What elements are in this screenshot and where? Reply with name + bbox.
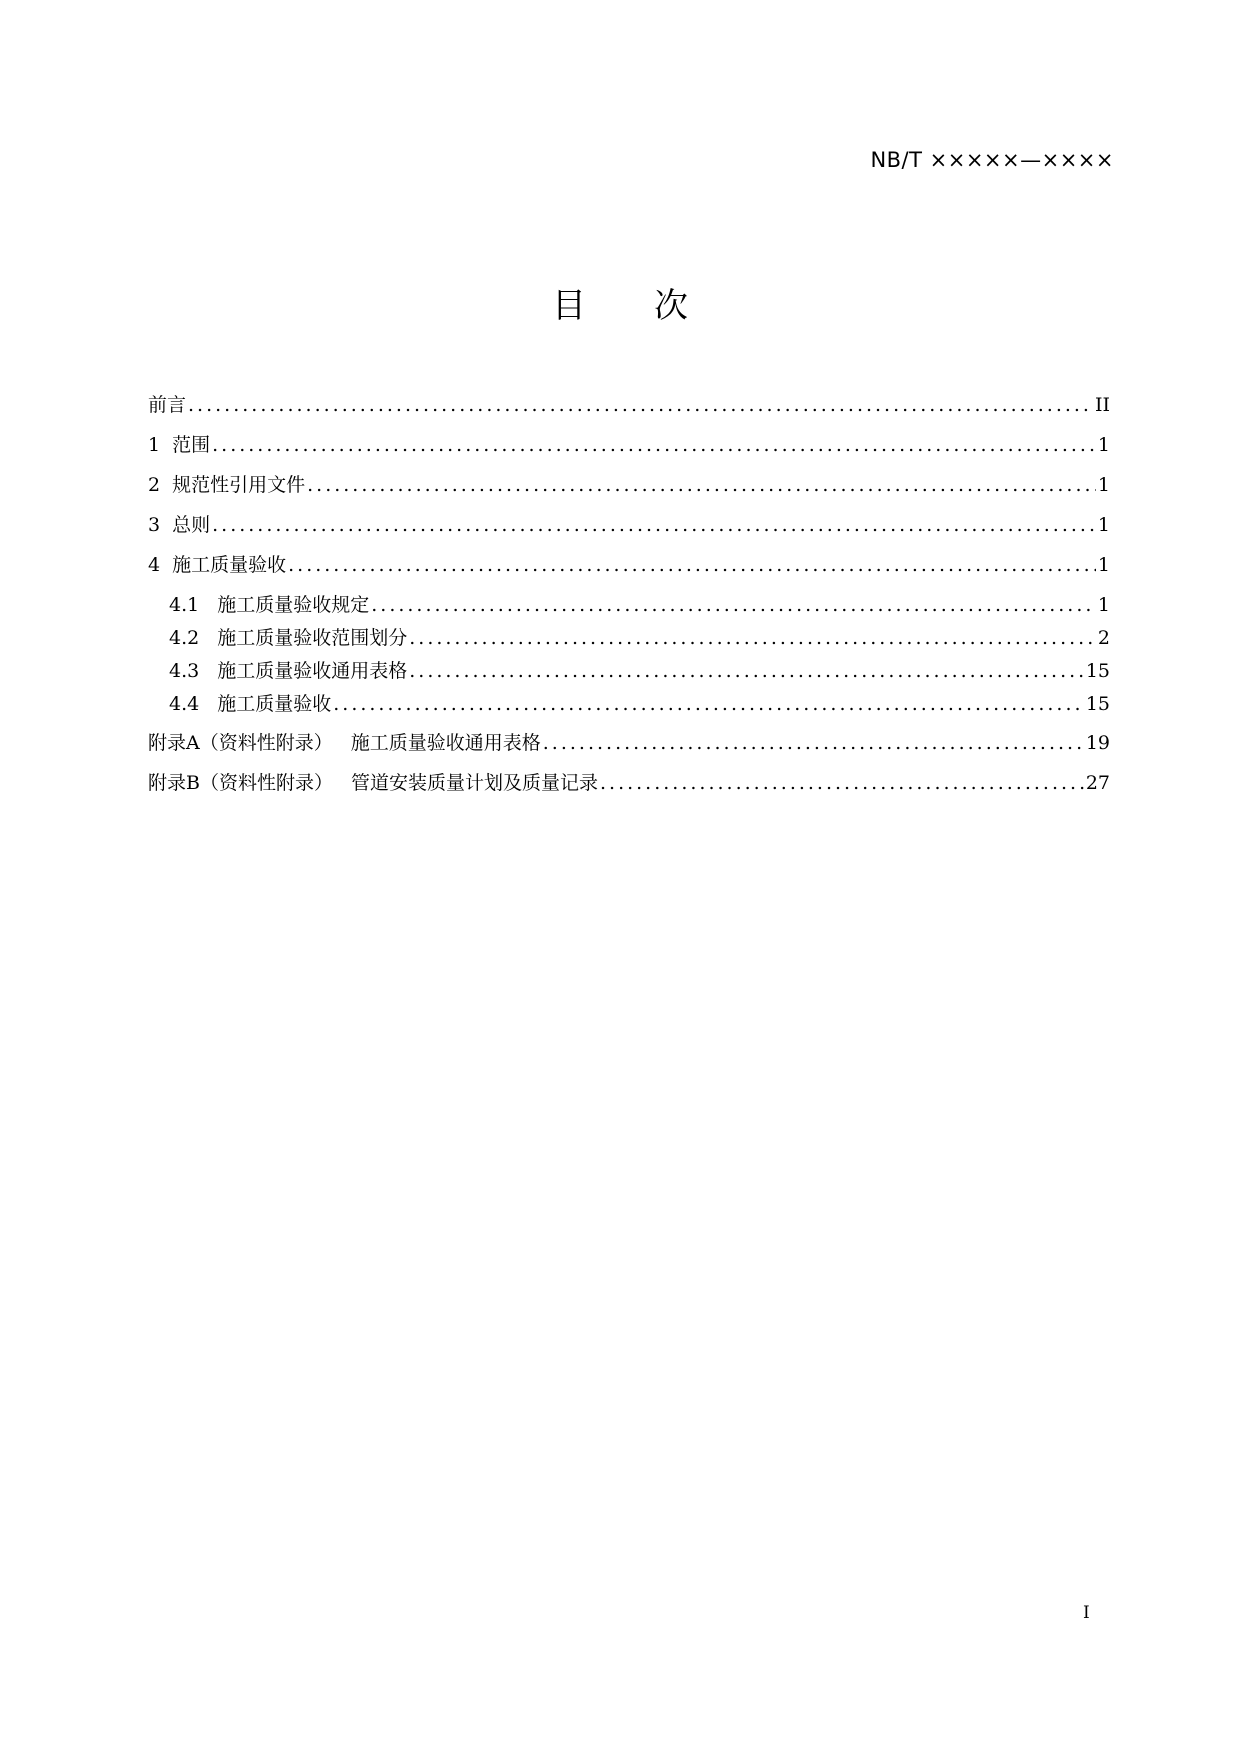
toc-entry-number: 附录A（资料性附录） <box>148 732 333 754</box>
toc-entry-appendix-b[interactable] <box>148 768 1110 808</box>
toc-entry-page: 15 <box>1085 660 1110 682</box>
toc-entry-number: 4 <box>148 554 161 576</box>
toc-entry-page: II <box>1094 394 1110 416</box>
toc-entry-title: 规范性引用文件 <box>172 474 306 496</box>
toc-entry-appendix-a[interactable] <box>148 728 1110 768</box>
toc-entry-4-1[interactable] <box>148 590 1110 623</box>
toc-entry-page: 27 <box>1085 772 1110 794</box>
toc-leader-dots <box>288 554 1096 576</box>
toc-leader-dots <box>409 627 1096 649</box>
toc-entry-title: 管道安装质量计划及质量记录 <box>350 772 598 794</box>
toc-entry-page: 1 <box>1097 514 1110 536</box>
toc-entry-number: 4.4 <box>169 693 200 715</box>
toc-entry-4-3[interactable] <box>148 656 1110 689</box>
toc-entry-quality-acceptance[interactable] <box>148 550 1110 590</box>
toc-entry-page: 1 <box>1097 594 1110 616</box>
toc-leader-dots <box>307 474 1096 496</box>
toc-entry-page: 1 <box>1097 434 1110 456</box>
toc-entry-page: 15 <box>1085 693 1110 715</box>
toc-entry-title: 施工质量验收通用表格 <box>350 732 541 754</box>
toc-entry-title: 施工质量验收规定 <box>217 594 370 616</box>
standard-code: NB/T ×××××—×××× <box>870 148 1114 172</box>
toc-entry-number: 4.3 <box>169 660 200 682</box>
toc-leader-dots <box>333 693 1084 715</box>
toc-entry-scope[interactable] <box>148 430 1110 470</box>
toc-leader-dots <box>543 732 1084 754</box>
page-number: I <box>1083 1603 1090 1623</box>
toc-leader-dots <box>409 660 1084 682</box>
toc-entry-title: 总则 <box>172 514 211 536</box>
toc-leader-dots <box>212 514 1096 536</box>
toc-entry-page: 19 <box>1085 732 1110 754</box>
toc-entry-foreword[interactable] <box>148 390 1110 430</box>
toc-entry-page: 2 <box>1097 627 1110 649</box>
toc-entry-general[interactable] <box>148 510 1110 550</box>
page-title: 目 次 <box>552 286 688 326</box>
toc-entry-page: 1 <box>1097 554 1110 576</box>
toc-entry-number: 4.2 <box>169 627 200 649</box>
toc-leader-dots <box>371 594 1096 616</box>
toc-entry-page: 1 <box>1097 474 1110 496</box>
toc-entry-number: 2 <box>148 474 161 496</box>
toc-entry-title: 前言 <box>148 394 187 416</box>
toc-leader-dots <box>600 772 1084 794</box>
toc-entry-title: 施工质量验收 <box>217 693 332 715</box>
toc-entry-4-2[interactable] <box>148 623 1110 656</box>
toc-entry-title: 施工质量验收范围划分 <box>217 627 408 649</box>
toc-entry-number: 1 <box>148 434 161 456</box>
toc-entry-title: 施工质量验收 <box>172 554 287 576</box>
toc-entry-4-4[interactable] <box>148 689 1110 722</box>
toc-entry-title: 范围 <box>172 434 211 456</box>
toc-entry-number: 4.1 <box>169 594 200 616</box>
toc-leader-dots <box>188 394 1093 416</box>
toc-entry-title: 施工质量验收通用表格 <box>217 660 408 682</box>
toc-leader-dots <box>212 434 1096 456</box>
table-of-contents <box>148 390 1110 808</box>
toc-entry-normative-references[interactable] <box>148 470 1110 510</box>
toc-entry-number: 3 <box>148 514 161 536</box>
toc-entry-number: 附录B（资料性附录） <box>148 772 333 794</box>
